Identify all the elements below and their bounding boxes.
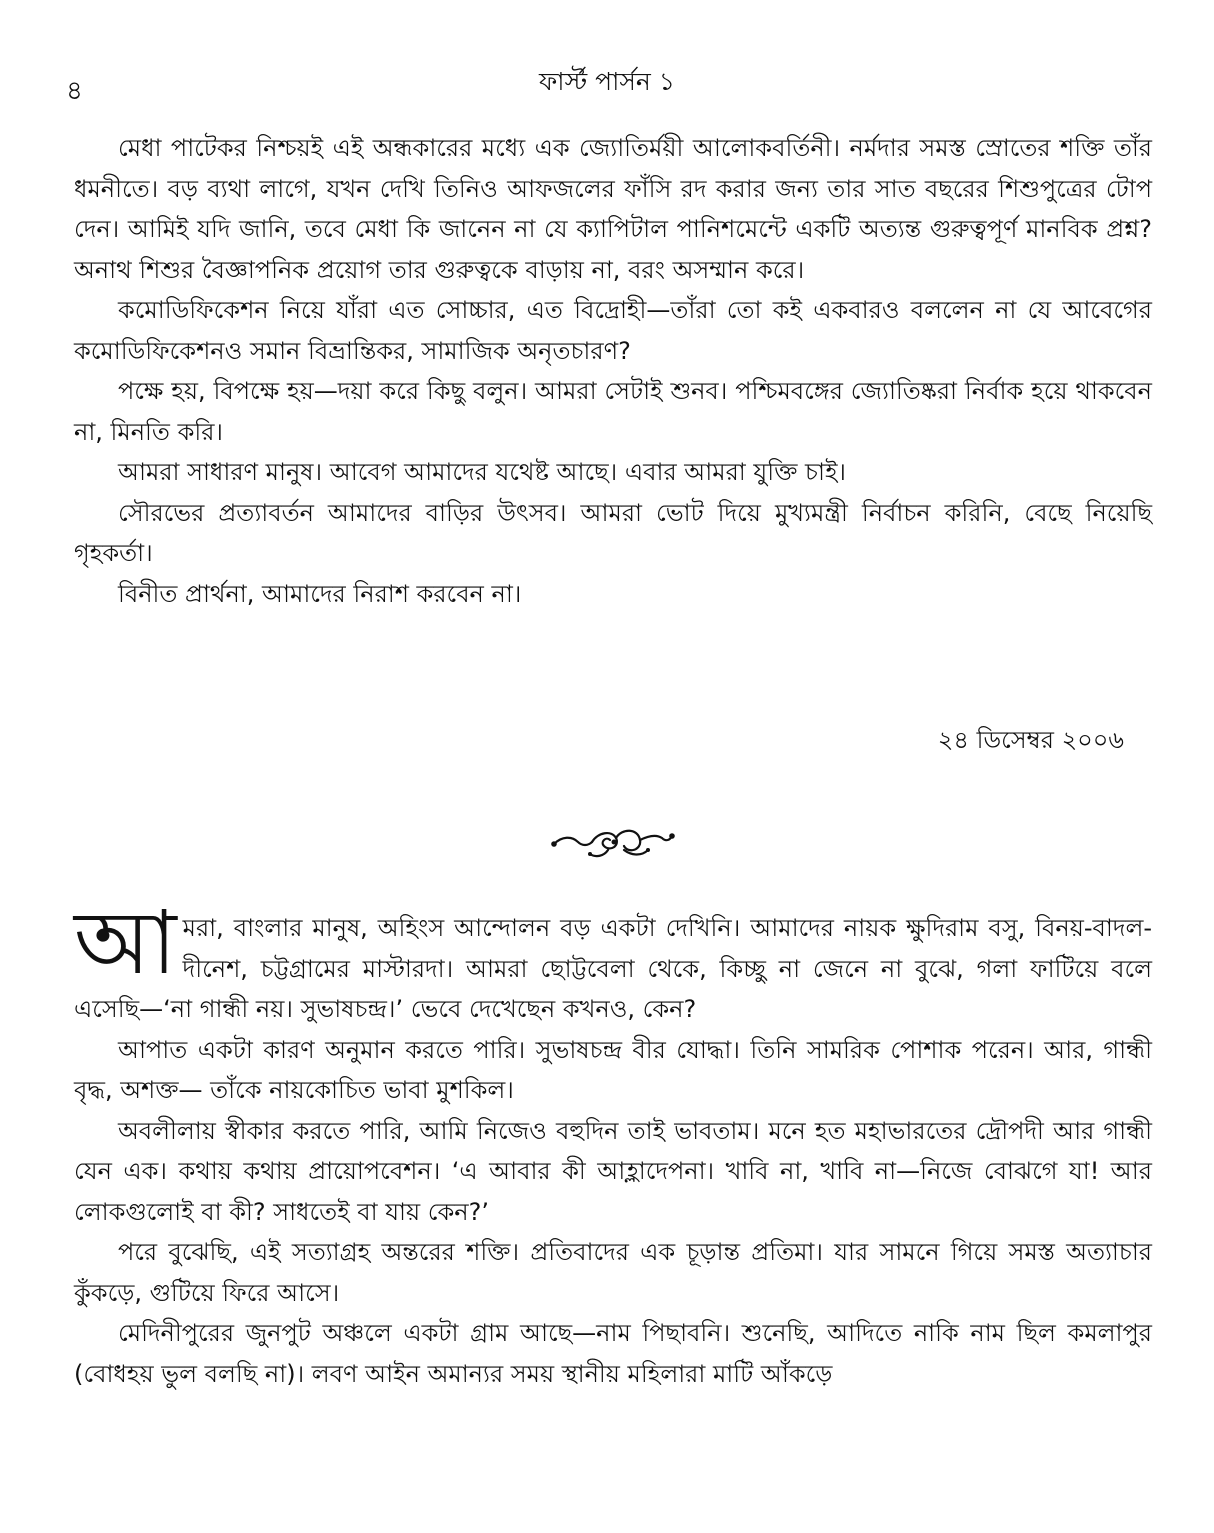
paragraph: আপাত একটা কারণ অনুমান করতে পারি। সুভাষচন্দ্র বীর যোদ্ধা। তিনি সামরিক পোশাক পরেন। আর, গান্ধী বৃদ্ধ, অশক্ত— তাঁকে নায়কোচিত ভাবা মুশকিল। bbox=[74, 1035, 1152, 1104]
paragraph: আমরা সাধারণ মানুষ। আবেগ আমাদের যথেষ্ট আছে। এবার আমরা যুক্তি চাই। bbox=[118, 458, 847, 486]
drop-cap: আ bbox=[74, 891, 177, 994]
paragraph: সৌরভের প্রত্যাবর্তন আমাদের বাড়ির উৎসব। আমরা ভোট দিয়ে মুখ্যমন্ত্রী নির্বাচন করিনি, বেছে নিয়েছি গৃহকর্তা। bbox=[74, 498, 1152, 567]
opening-paragraph bbox=[74, 891, 1152, 1030]
paragraph: পরে বুঝেছি, এই সত্যাগ্রহ অন্তরের শক্তি। প্রতিবাদের এক চূড়ান্ত প্রতিমা। যার সামনে গিয়ে সমস্ত অত্যাচার কুঁকড়ে, গুটিয়ে ফিরে আসে। bbox=[74, 1238, 1152, 1307]
paragraph: বিনীত প্রার্থনা, আমাদের নিরাশ করবেন না। bbox=[118, 579, 522, 608]
paragraph: পক্ষে হয়, বিপক্ষে হয়—দয়া করে কিছু বলুন। আমরা সেটাই শুনব। পশ্চিমবঙ্গের জ্যোতিষ্করা নির্বাক হয়ে থাকবেন না, মিনতি করি। bbox=[74, 377, 1152, 446]
floral-divider-icon-graphic bbox=[548, 820, 678, 864]
article-one bbox=[74, 128, 1152, 614]
page-number: ৪ bbox=[66, 76, 83, 106]
paragraph: মেদিনীপুরের জুনপুট অঞ্চলে একটা গ্রাম আছে—নাম পিছাবনি। শুনেছি, আদিতে নাকি নাম ছিল কমলাপুর (বোধহয় ভুল বলছি না)। লবণ আইন অমান্যর সময় স্থানীয় মহিলারা মাটি আঁকড়ে bbox=[74, 1319, 1152, 1388]
floral-divider-icon bbox=[548, 820, 678, 864]
article-two bbox=[74, 891, 1152, 1394]
running-title: ফার্স্ট পার্সন ১ bbox=[539, 67, 675, 96]
paragraph: মেধা পাটেকর নিশ্চয়ই এই অন্ধকারের মধ্যে এক জ্যোতির্ময়ী আলোকবর্তিনী। নর্মদার সমস্ত স্রোতের শক্তি তাঁর ধমনীতে। বড় ব্যথা লাগে, যখন দেখি তিনিও আফজলের ফাঁসি রদ করার জন্য তার সাত বছরের শিশুপুত্রের টোপ দেন। আমিই যদি জানি, তবে মেধা কি জানেন না যে ক্যাপিটাল পানিশমেন্টে একটি অত্যন্ত গুরুত্বপূর্ণ মানবিক প্রশ্ন? অনাথ শিশুর বৈজ্ঞাপনিক প্রয়োগ তার গুরুত্বকে বাড়ায় না, বরং অসম্মান করে। bbox=[74, 134, 1152, 284]
paragraph: মরা, বাংলার মানুষ, অহিংস আন্দোলন বড় একটা দেখিনি। আমাদের নায়ক ক্ষুদিরাম বসু, বিনয়-বাদল-দীনেশ, চট্টগ্রামের মাস্টারদা। আমরা ছোট্টবেলা থেকে, কিচ্ছু না জেনে না বুঝে, গলা ফাটিয়ে বলে এসেছি—‘না গান্ধী নয়। সুভাষচন্দ্র।’ ভেবে দেখেছেন কখনও, কেন? bbox=[74, 914, 1152, 1023]
paragraph: কমোডিফিকেশন নিয়ে যাঁরা এত সোচ্চার, এত বিদ্রোহী—তাঁরা তো কই একবারও বললেন না যে আবেগের কমোডিফিকেশনও সমান বিভ্রান্তিকর, সামাজিক অনৃতচারণ? bbox=[74, 296, 1152, 365]
page-header bbox=[0, 58, 1214, 106]
paragraph: অবলীলায় স্বীকার করতে পারি, আমি নিজেও বহুদিন তাই ভাবতাম। মনে হত মহাভারতের দ্রৌপদী আর গান্ধী যেন এক। কথায় কথায় প্রায়োপবেশন। ‘এ আবার কী আহ্লাদেপনা। খাবি না, খাবি না—নিজে বোঝগে যা! আর লোকগুলোই বা কী? সাধতেই বা যায় কেন?’ bbox=[74, 1116, 1152, 1226]
article-date: ২৪ ডিসেম্বর ২০০৬ bbox=[937, 726, 1124, 754]
